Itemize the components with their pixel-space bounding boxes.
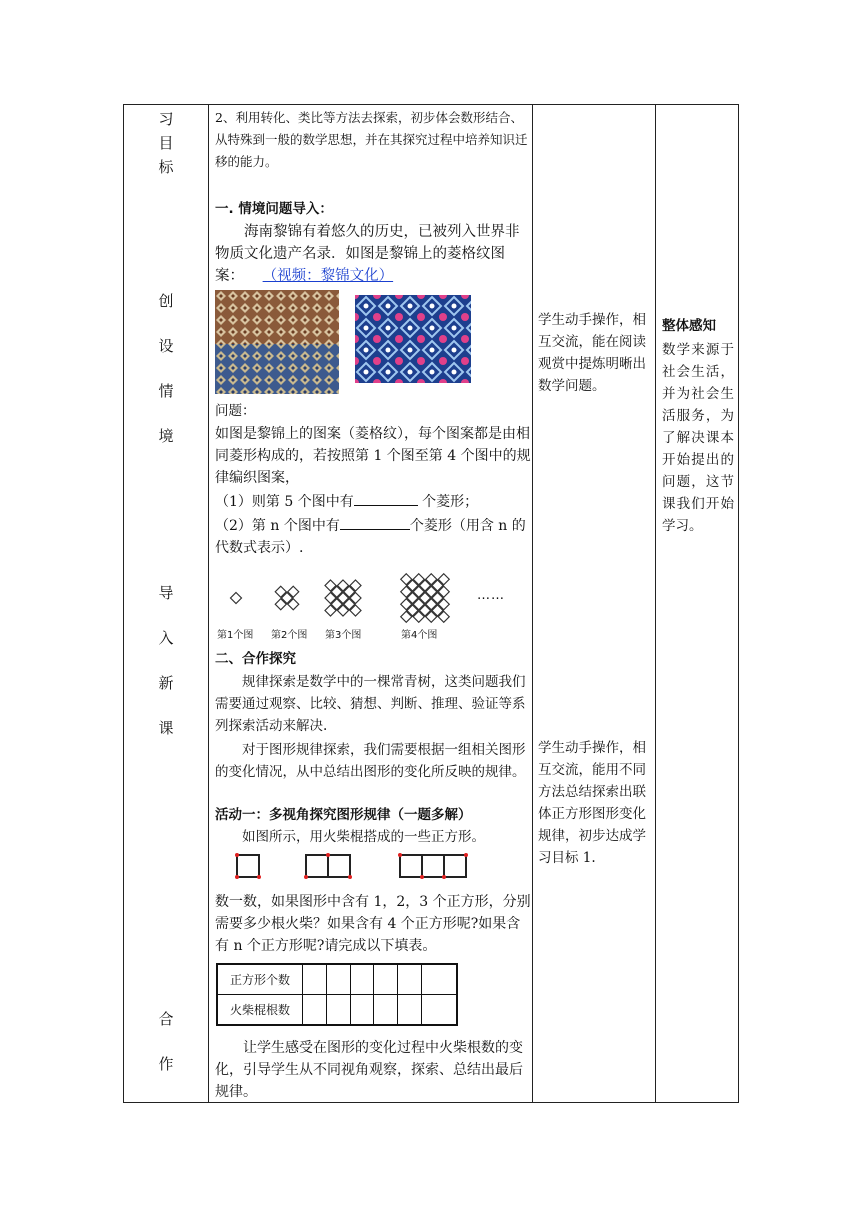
blank-2[interactable] (340, 515, 410, 530)
stage-char: 目 (158, 134, 174, 152)
table-cell[interactable] (303, 964, 327, 995)
question-2-a: （2）第 n 个图中有 (215, 518, 340, 534)
table-cell[interactable] (303, 995, 327, 1026)
table-cell[interactable] (421, 995, 457, 1026)
table-cell[interactable] (398, 995, 422, 1026)
figure-caption-1: 第1个图 (217, 630, 254, 641)
section-1-text: 海南黎锦有着悠久的历史，已被列入世界非物质文化遗产名录．如图是黎锦上的菱格纹图案： (215, 224, 520, 284)
stage-char: 合 (158, 1010, 174, 1028)
activity-1-title: 活动一：多视角探究图形规律（一题多解） (215, 807, 472, 823)
stage-char: 设 (158, 337, 174, 355)
brocade-photo-brown (215, 290, 339, 394)
goal-text: 2、利用转化、类比等方法去探索，初步体会数形结合、从特殊到一般的数学思想，并在其探究过程中培养知识迁移的能力。 (215, 110, 528, 169)
stage-char: 课 (158, 719, 174, 737)
table-cell[interactable] (374, 995, 398, 1026)
stage-cooperation (124, 1009, 208, 1074)
video-link[interactable]: （视频：黎锦文化） (262, 268, 394, 284)
stage-char: 境 (158, 427, 174, 445)
figure-caption-2: 第2个图 (271, 630, 308, 641)
problem-text: 如图是黎锦上的图案（菱格纹），每个图案都是由相同菱形构成的，若按照第 1 个图至第 4 个图中的规律编织图案， (215, 426, 531, 486)
table-cell[interactable] (374, 964, 398, 995)
figure-caption-3: 第3个图 (325, 630, 362, 641)
section-2-title: 二、合作探究 (215, 651, 296, 667)
section-2-paragraph-1: 规律探索是数学中的一棵常青树，这类问题我们需要通过观察、比较、猜想、判断、推理、验证等系列探索活动来解决. (215, 674, 526, 734)
stage-char: 入 (158, 629, 174, 647)
matchstick-figures (215, 849, 533, 885)
question-1-b: 个菱形； (422, 494, 479, 510)
design-intent-title: 整体感知 (662, 318, 716, 334)
stage-char: 创 (158, 292, 174, 310)
blank-1[interactable] (354, 491, 418, 506)
activity-1-guide: 让学生感受在图形的变化过程中火柴根数的变化，引导学生从不同视角观察，探索、总结出最后规律。 (215, 1040, 523, 1100)
problem-label: 问题： (215, 403, 256, 419)
stage-char: 新 (158, 674, 174, 692)
stage-goal (124, 109, 208, 177)
design-intent-text: 数学来源于社会生活，并为社会生活服务，为了解决课本开始提出的问题，这节课我们开始学习。 (662, 342, 734, 534)
table-cell[interactable] (350, 964, 374, 995)
rhombus (231, 593, 242, 604)
stage-char: 作 (158, 1055, 174, 1073)
table-row (217, 964, 457, 995)
stage-column (124, 105, 208, 1102)
design-intent (662, 315, 734, 537)
activity-1-question: 数一数，如果图形中含有 1，2，3 个正方形，分别需要多少根火柴？如果含有 4 个正方形呢?如果含有 n 个正方形呢?请完成以下填表。 (215, 894, 531, 954)
table-cell[interactable] (398, 964, 422, 995)
lesson-table (123, 104, 739, 1103)
activity-1-text: 如图所示，用火柴棍搭成的一些正方形。 (242, 829, 485, 845)
stage-char: 标 (158, 158, 174, 176)
stage-situation (124, 291, 208, 446)
stage-char: 情 (158, 382, 174, 400)
student-activity-1: 学生动手操作，相互交流，能在阅读观赏中提炼明晰出数学问题。 (538, 312, 646, 394)
section-2-paragraph-2: 对于图形规律探索，我们需要根据一组相关图形的变化情况，从中总结出图形的变化所反映的规律。 (215, 742, 526, 780)
question-2-b: 个菱形（用含 n 的代数式表示）. (215, 518, 526, 556)
table-cell[interactable] (326, 964, 350, 995)
stage-char: 导 (158, 584, 174, 602)
table-header-squares: 正方形个数 (217, 964, 303, 995)
table-cell[interactable] (326, 995, 350, 1026)
figure-caption-4: 第4个图 (401, 630, 438, 641)
table-cell[interactable] (421, 964, 457, 995)
brocade-photo-blue (355, 295, 471, 383)
table-row (217, 995, 457, 1026)
table-cell[interactable] (350, 995, 374, 1026)
table-header-matches: 火柴棍根数 (217, 995, 303, 1026)
section-1-title: 一. 情境问题导入： (215, 201, 333, 217)
student-activity-2: 学生动手操作，相互交流，能用不同方法总结探索出联体正方形图形变化规律，初步达成学习目标 1. (538, 740, 646, 866)
stage-intro (124, 583, 208, 738)
question-1-a: （1）则第 5 个图中有 (215, 494, 354, 510)
stage-char: 习 (158, 110, 174, 128)
fill-table (216, 963, 458, 1026)
ellipsis: …… (477, 588, 505, 603)
